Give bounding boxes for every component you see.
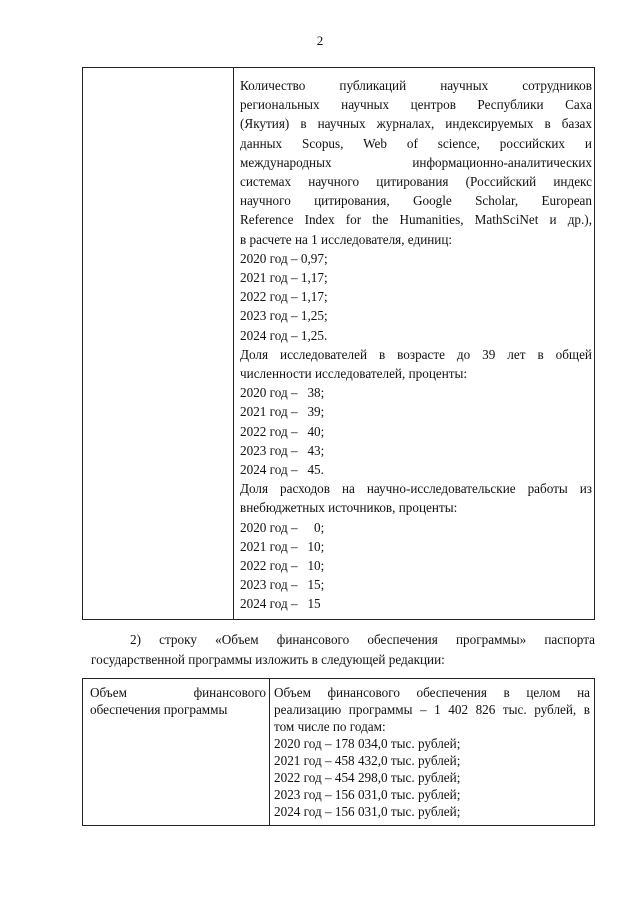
indicator-text-line: научного цитирования, Google Scholar, European (240, 193, 592, 209)
indicator-value: 2021 год – 10; (240, 538, 325, 554)
indicator-value: 2022 год – 40; (240, 423, 325, 439)
indicators-table-right-cell (240, 76, 592, 614)
indicator-text-line: Доля исследователей в возрасте до 39 лет в общей (240, 346, 592, 362)
indicator-text-line: (Якутия) в научных журналах, индексируемых в базах (240, 116, 592, 132)
indicator-value: 2021 год – 39; (240, 404, 325, 420)
amendment-paragraph (92, 630, 595, 670)
indicator-text-line: в расчете на 1 исследователя, единиц: (240, 231, 453, 247)
funding-year-value: 2021 год – 458 432,0 тыс. рублей; (274, 753, 461, 768)
indicators-table (82, 67, 595, 620)
funding-label-line: Объем финансового (90, 685, 266, 700)
indicator-value: 2023 год – 15; (240, 577, 325, 593)
amendment-paragraph-line: 2) строку «Объем финансового обеспечения программы» паспорта (130, 632, 595, 647)
amendment-paragraph-line: государственной программы изложить в следующей редакции: (91, 652, 445, 667)
funding-table-label-cell (83, 679, 270, 825)
indicator-text-line: системах научного цитирования (Российский индекс (240, 174, 592, 190)
indicator-value: 2021 год – 1,17; (240, 270, 328, 286)
funding-label-line: обеспечения программы (90, 702, 228, 717)
indicator-value: 2024 год – 45. (240, 462, 324, 478)
indicator-value: 2022 год – 10; (240, 558, 325, 574)
funding-year-value: 2020 год – 178 034,0 тыс. рублей; (274, 736, 461, 751)
indicator-text-line: внебюджетных источников, проценты: (240, 500, 458, 516)
indicator-text-line: Reference Index for the Humanities, MathSciNet и др.), (240, 212, 592, 228)
indicator-value: 2024 год – 15 (240, 596, 321, 612)
funding-table-value-cell (274, 684, 590, 820)
funding-year-value: 2022 год – 454 298,0 тыс. рублей; (274, 770, 461, 785)
indicator-text-line: Количество публикаций научных сотрудников (240, 78, 592, 93)
page-number: 2 (316, 33, 324, 48)
funding-text-line: том числе по годам: (274, 719, 386, 734)
indicator-value: 2023 год – 1,25; (240, 308, 328, 324)
indicator-text-line: региональных научных центров Республики Саха (240, 97, 592, 113)
indicator-value: 2023 год – 43; (240, 442, 325, 458)
indicators-table-left-cell (83, 68, 234, 619)
indicator-text-line: Доля расходов на научно-исследовательские работы из (240, 481, 592, 497)
indicator-value: 2024 год – 1,25. (240, 327, 328, 343)
indicator-value: 2020 год – 38; (240, 385, 325, 401)
indicator-value: 2020 год – 0; (240, 519, 325, 535)
indicator-value: 2020 год – 0,97; (240, 250, 328, 266)
indicator-text-line: данных Scopus, Web of science, российских и (240, 135, 592, 151)
indicator-value: 2022 год – 1,17; (240, 289, 328, 305)
indicator-text-line: международных информационно-аналитических (240, 154, 592, 170)
funding-table (82, 678, 595, 826)
indicator-text-line: численности исследователей, проценты: (240, 366, 468, 382)
funding-year-value: 2024 год – 156 031,0 тыс. рублей; (274, 804, 461, 819)
funding-text-line: реализацию программы – 1 402 826 тыс. рублей, в (274, 702, 590, 717)
funding-year-value: 2023 год – 156 031,0 тыс. рублей; (274, 787, 461, 802)
funding-text-line: Объем финансового обеспечения в целом на (274, 685, 590, 700)
